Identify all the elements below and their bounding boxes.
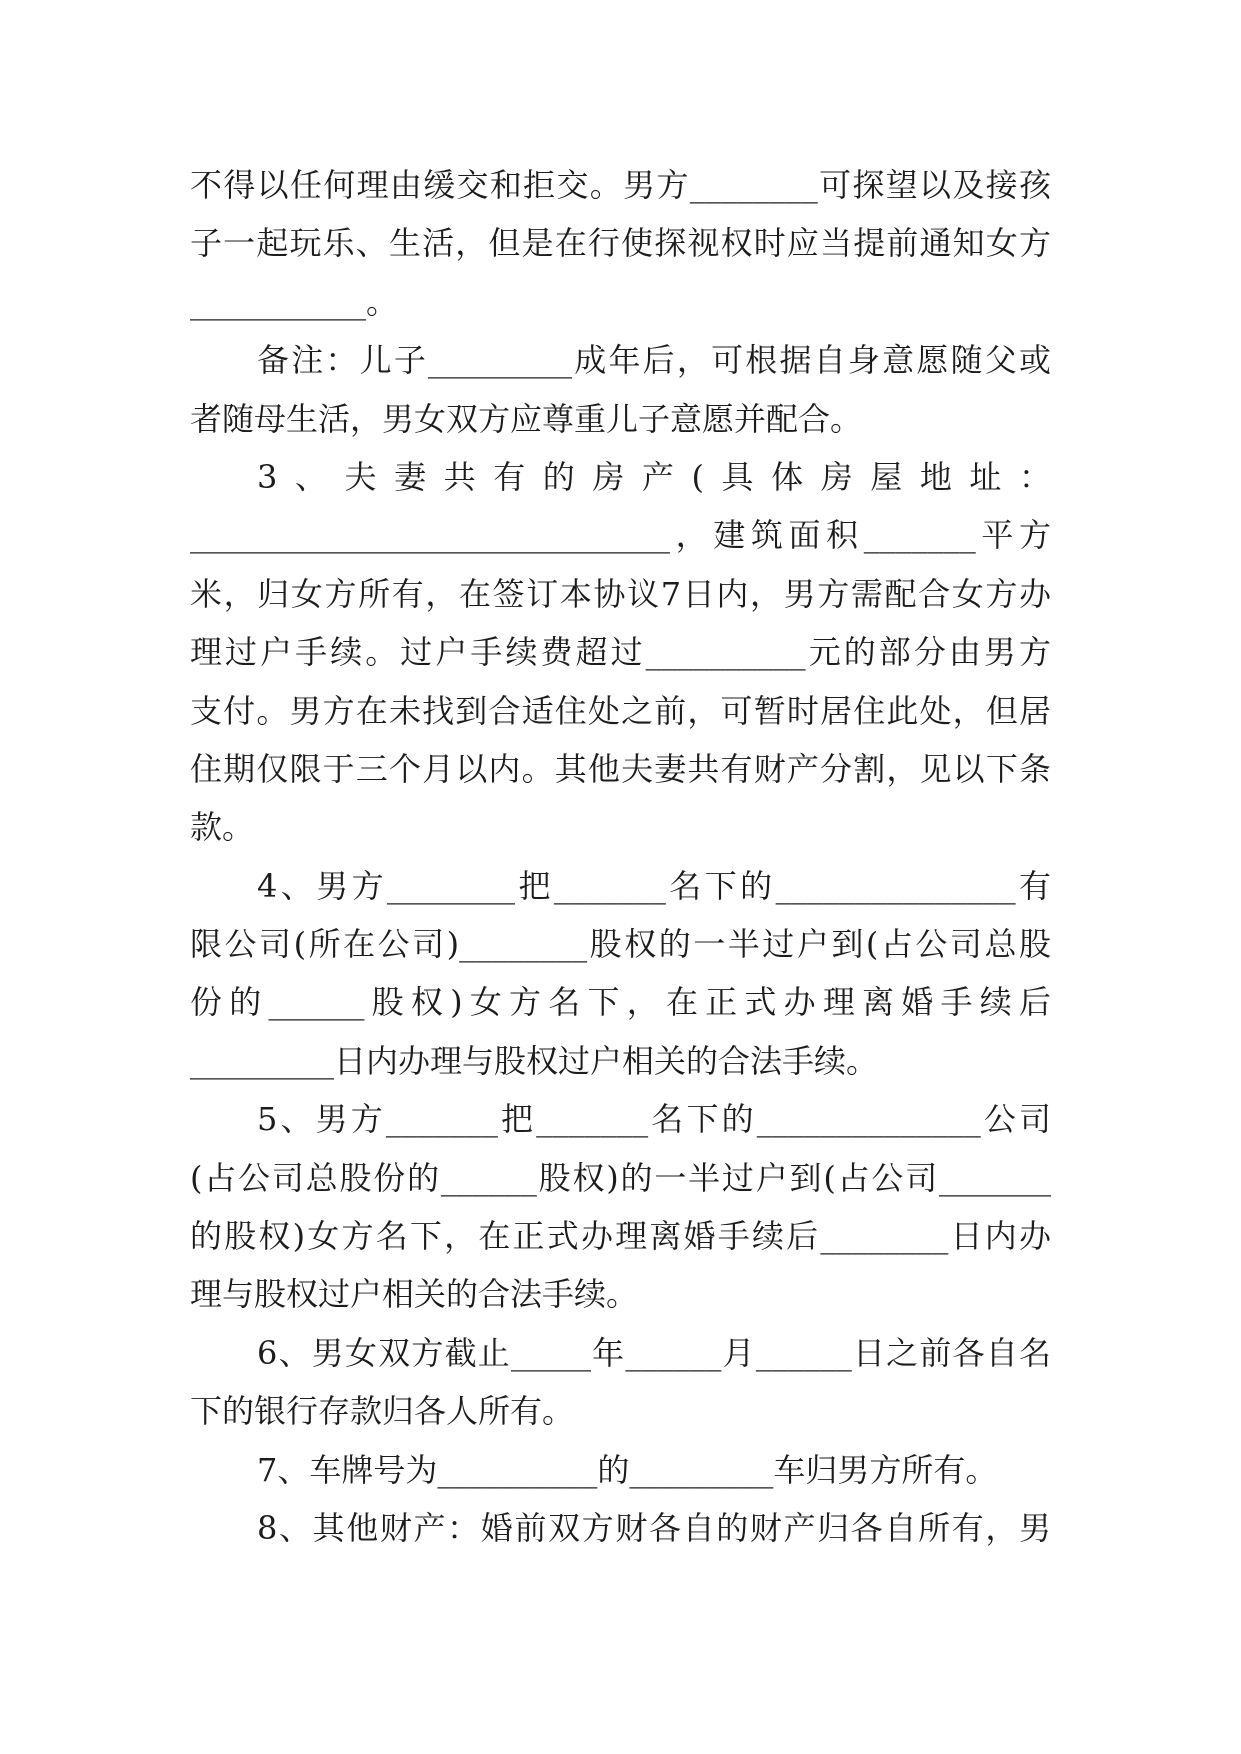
document-line: 份的______股权)女方名下，在正式办理离婚手续后 (190, 983, 1051, 1022)
document-line: 5、男方_______把_______名下的______________公司 (257, 1100, 1051, 1139)
paragraph-note (190, 331, 1051, 448)
document-line: 住期仅限于三个月以内。其他夫妻共有财产分割，见以下条 (190, 749, 1051, 788)
clause-5-company-shares (190, 1090, 1051, 1324)
document-line: 支付。男方在未找到合适住处之前，可暂时居住此处，但居 (190, 691, 1051, 730)
clause-3-joint-house (190, 448, 1051, 857)
document-line: ______________________________，建筑面积_______平方 (190, 516, 1051, 555)
document-line: 备注：儿子_________成年后，可根据自身意愿随父或 (257, 341, 1051, 380)
document-line: 不得以任何理由缓交和拒交。男方________可探望以及接孩 (190, 166, 1051, 204)
document-line: 的股权)女方名下，在正式办理离婚手续后________日内办 (190, 1217, 1051, 1256)
document-body (190, 156, 1051, 1557)
clause-8-other-property (190, 1499, 1051, 1557)
document-line: 者随母生活，男女双方应尊重儿子意愿并配合。 (190, 399, 863, 438)
document-line: 8、其他财产：婚前双方财各自的财产归各自所有，男 (257, 1508, 1051, 1547)
document-line: 限公司(所在公司)________股权的一半过户到(占公司总股 (190, 925, 1051, 964)
document-line: 3、夫妻共有的房产(具体房屋地址： (257, 457, 1051, 496)
document-line: 7、车牌号为__________的_________车归男方所有。 (257, 1450, 998, 1489)
document-line: 米，归女方所有，在签订本协议7日内，男方需配合女方办 (190, 574, 1051, 613)
document-line: 理过户手续。过户手续费超过__________元的部分由男方 (190, 633, 1051, 672)
clause-6-bank-deposits (190, 1324, 1051, 1441)
document-line: 4、男方________把_______名下的_______________有 (257, 866, 1051, 905)
clause-7-vehicle (190, 1441, 1051, 1499)
paragraph-visitation-continued (190, 156, 1051, 331)
document-line: 6、男女双方截止_____年______月______日之前各自名 (257, 1333, 1051, 1372)
clause-4-company-shares (190, 857, 1051, 1091)
document-line: _________日内办理与股权过户相关的合法手续。 (190, 1041, 879, 1080)
document-line: 理与股权过户相关的合法手续。 (190, 1275, 639, 1314)
document-line: 下的银行存款归各人所有。 (190, 1392, 575, 1431)
document-line: 款。 (190, 808, 255, 847)
document-line: ___________。 (190, 282, 399, 321)
document-line: (占公司总股份的______股权)的一半过户到(占公司_______ (190, 1158, 1051, 1197)
document-line: 子一起玩乐、生活，但是在行使探视权时应当提前通知女方 (190, 224, 1051, 263)
